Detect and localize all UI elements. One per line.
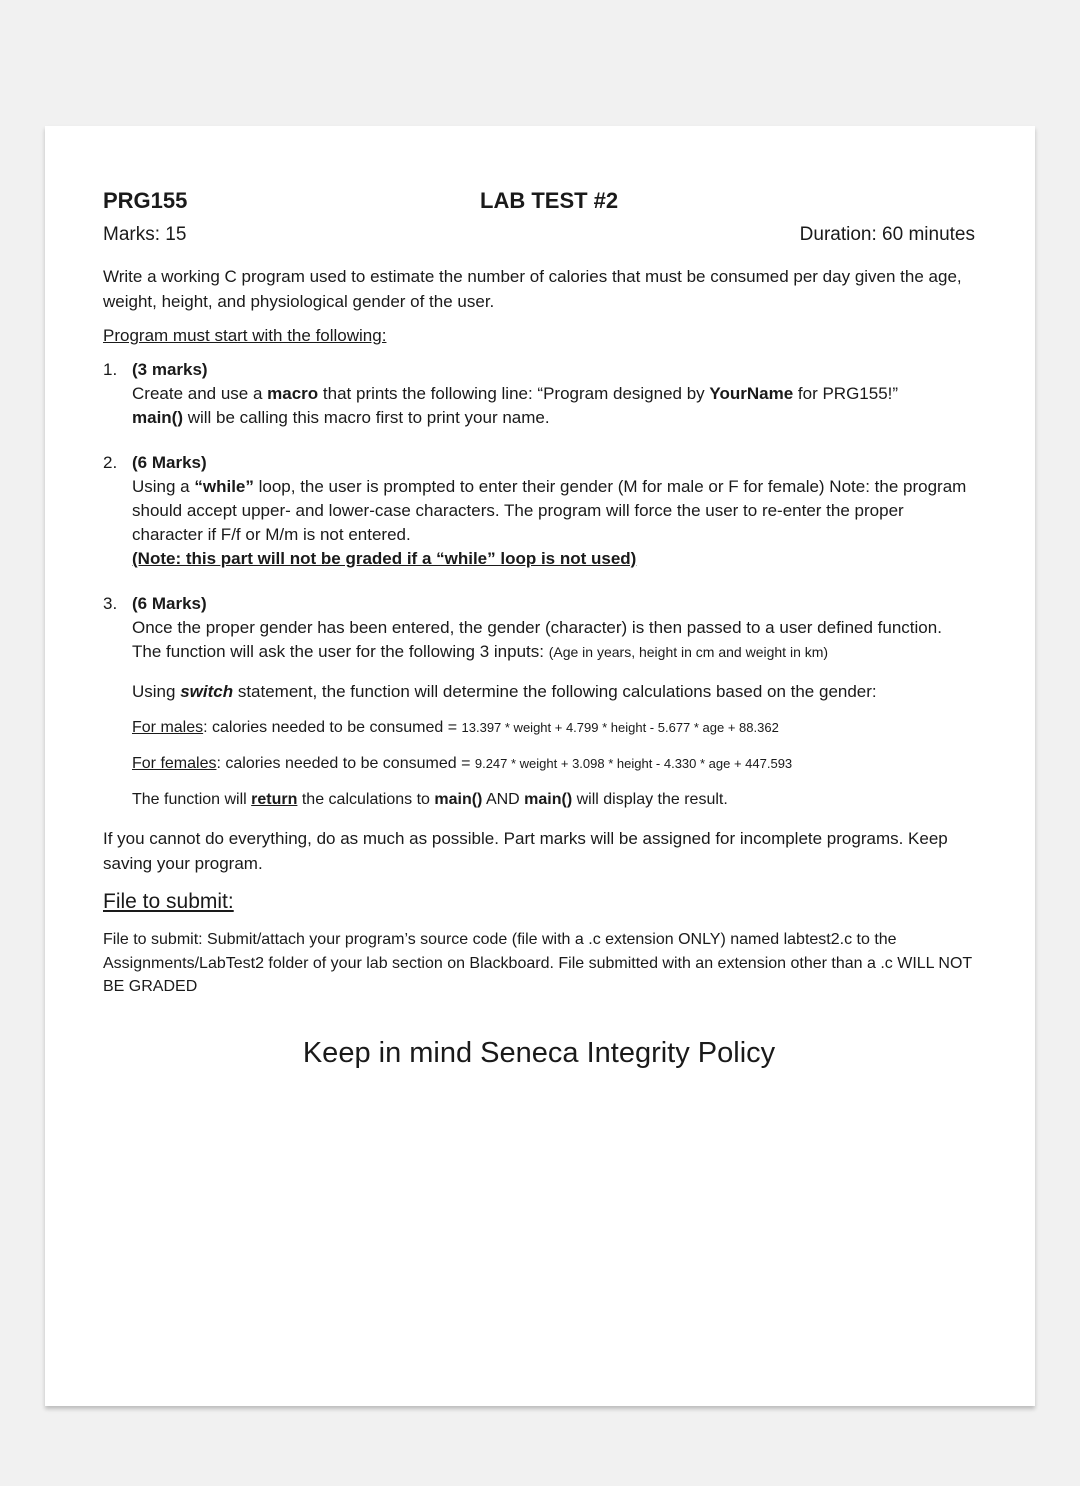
task-text-part: that prints the following line: “Program designed by [318,384,710,403]
task-text-part: Using [132,682,181,701]
formula-equation: 9.247 * weight + 3.098 * height - 4.330 * age + 447.593 [474,756,793,771]
task-text [132,382,975,406]
formula-equation: 13.397 * weight + 4.799 * height - 5.677 * age + 88.362 [461,720,779,735]
course-code: PRG155 [103,188,188,213]
task-text-part: Once the proper gender has been entered, the gender (character) is then passed to a user defined function. The function will ask the user for the following 3 inputs: [132,618,942,661]
task-item [103,592,975,812]
part-marks-paragraph: If you cannot do everything, do as much as possible. Part marks will be assigned for incomplete programs. Keep saving your program. [103,829,948,873]
formula-text: : calories needed to be consumed = [216,755,475,772]
task-text-part: statement, the function will determine the following calculations based on the gender: [233,682,877,701]
task-inputs: (Age in years, height in cm and weight in km) [548,644,829,660]
document-content [103,184,975,1070]
task-text-part: loop, the user is prompted to enter their gender (M for male or F for female) Note: the program should accept upper- and lower-case characters. The program will force the user to re-enter the proper character if F/f or M/m is not entered. [132,477,967,544]
task-item [103,451,975,571]
formula-label: For males [132,719,204,736]
task-text [132,406,975,430]
task-text-part: Using a [132,477,195,496]
task-marks: (6 Marks) [132,453,207,472]
task-text-part: AND [482,791,525,808]
task-number: 2. [103,453,118,472]
task-marks: (6 Marks) [132,594,207,613]
title-row [103,184,975,224]
task-text [132,616,975,664]
female-formula [132,752,975,776]
task-text [132,475,975,547]
task-item [103,358,975,430]
task-text-part: main() [434,791,483,808]
male-formula [132,716,975,740]
task-text-part: return [251,791,298,808]
task-text-part: The function will [132,791,252,808]
task-text-part: “while” [194,477,254,496]
task-text-part: for PRG155!” [793,384,899,403]
document-page [45,126,1035,1406]
meta-row [103,224,975,264]
integrity-policy-note: Keep in mind Seneca Integrity Policy [302,1036,776,1069]
intro-paragraph: Write a working C program used to estimate the number of calories that must be consumed per day given the age, weight, height, and physiological gender of the user. [103,267,962,311]
task-text-part: macro [267,384,319,403]
task-text-part: will be calling this macro first to print your name. [183,408,550,427]
task-list [103,358,975,812]
file-submit-heading: File to submit: [103,890,234,913]
formula-text: : calories needed to be consumed = [203,719,462,736]
file-submit-paragraph: File to submit: Submit/attach your program’s source code (file with a .c extension ONLY) named labtest2.c to the Assignments/LabTest2 folder of your lab section on Blackboard. File submitted with an extension other than a .c WILL NOT BE GRADED [103,931,972,995]
task-text-part: main() [524,791,573,808]
task-note: (Note: this part will not be graded if a “while” loop is not used) [132,549,637,568]
task-text-part: Create and use a [132,384,268,403]
task-text-part: the calculations to [297,791,435,808]
task-text-part: switch [180,682,234,701]
task-number: 1. [103,360,118,379]
task-text-part: will display the result. [572,791,728,808]
test-title: LAB TEST #2 [480,188,619,213]
task-marks: (3 marks) [132,360,208,379]
switch-instruction [132,680,975,704]
return-instruction [132,788,975,812]
task-text-part: main() [132,408,183,427]
start-instructions-heading: Program must start with the following: [103,326,387,345]
total-marks: Marks: 15 [103,224,187,245]
task-number: 3. [103,594,118,613]
duration: Duration: 60 minutes [799,224,975,245]
formula-label: For females [132,755,217,772]
task-text-part: YourName [709,384,794,403]
